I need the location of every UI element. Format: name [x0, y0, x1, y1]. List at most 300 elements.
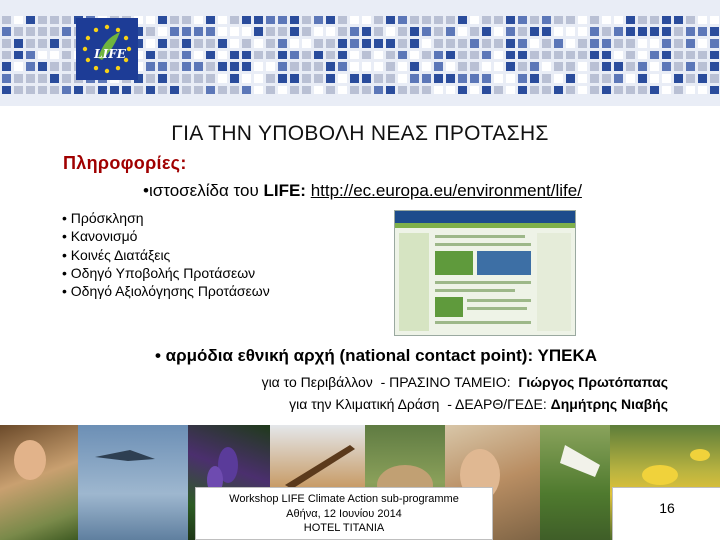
mosaic-tile: [266, 86, 275, 95]
mosaic-tile: [398, 74, 407, 83]
mosaic-tile: [446, 39, 455, 48]
mosaic-tile: [566, 27, 575, 36]
mosaic-tile: [698, 39, 707, 48]
mosaic-tile: [2, 51, 11, 60]
mosaic-tile: [422, 39, 431, 48]
mosaic-tile: [110, 86, 119, 95]
footer-line: Workshop LIFE Climate Action sub-programme: [229, 493, 459, 505]
mosaic-tile: [518, 27, 527, 36]
star-icon: [127, 47, 131, 51]
mosaic-tile: [338, 27, 347, 36]
mosaic-tile: [446, 27, 455, 36]
mosaic-tile: [338, 62, 347, 71]
mosaic-tile: [470, 16, 479, 25]
mosaic-tile: [254, 86, 263, 95]
mosaic-tile: [398, 51, 407, 60]
mosaic-tile: [446, 74, 455, 83]
mosaic-tile: [314, 27, 323, 36]
mosaic-tile: [314, 16, 323, 25]
mosaic-tile: [278, 51, 287, 60]
website-prefix: •ιστοσελίδα του: [143, 181, 264, 200]
mosaic-tile: [350, 86, 359, 95]
mosaic-tile: [374, 27, 383, 36]
mosaic-tile: [182, 51, 191, 60]
mosaic-tile: [710, 62, 719, 71]
mosaic-tile: [458, 51, 467, 60]
footer-caption: [195, 487, 493, 540]
mosaic-tile: [698, 16, 707, 25]
mosaic-tile: [410, 27, 419, 36]
mosaic-tile: [50, 62, 59, 71]
page-number-box: [612, 487, 720, 540]
mosaic-tile: [98, 86, 107, 95]
mosaic-tile: [578, 39, 587, 48]
mosaic-tile: [662, 86, 671, 95]
mosaic-tile: [314, 39, 323, 48]
mosaic-tile: [158, 27, 167, 36]
mosaic-tile: [266, 51, 275, 60]
mosaic-tile: [398, 27, 407, 36]
mosaic-tile: [62, 27, 71, 36]
mosaic-tile: [614, 27, 623, 36]
svg-text:LIFE: LIFE: [94, 47, 126, 61]
list-item: • Κανονισμό: [62, 228, 138, 245]
mosaic-tile: [290, 16, 299, 25]
mosaic-tile: [326, 86, 335, 95]
mosaic-tile: [86, 86, 95, 95]
mosaic-tile: [278, 16, 287, 25]
mosaic-tile: [494, 27, 503, 36]
mosaic-tile: [530, 39, 539, 48]
mosaic-tile: [374, 74, 383, 83]
mosaic-tile: [698, 74, 707, 83]
mosaic-tile: [650, 86, 659, 95]
mosaic-tile: [374, 62, 383, 71]
mosaic-tile: [602, 86, 611, 95]
mosaic-tile: [614, 51, 623, 60]
mosaic-tile: [470, 51, 479, 60]
mosaic-tile: [554, 74, 563, 83]
mosaic-tile: [26, 27, 35, 36]
mosaic-tile: [530, 62, 539, 71]
star-icon: [94, 28, 98, 32]
mosaic-tile: [302, 74, 311, 83]
mosaic-tile: [458, 27, 467, 36]
mosaic-tile: [386, 62, 395, 71]
mosaic-tile: [566, 51, 575, 60]
mosaic-tile: [230, 51, 239, 60]
mosaic-tile: [434, 16, 443, 25]
mosaic-tile: [14, 86, 23, 95]
mosaic-tile: [398, 86, 407, 95]
mosaic-tile: [470, 74, 479, 83]
life-logo: [76, 18, 138, 80]
mosaic-tile: [458, 74, 467, 83]
mosaic-tile: [650, 39, 659, 48]
mosaic-tile: [338, 86, 347, 95]
mosaic-tile: [362, 62, 371, 71]
slide-title: ΓΙΑ ΤΗΝ ΥΠΟΒΟΛΗ ΝΕΑΣ ΠΡΟΤΑΣΗΣ: [171, 122, 549, 145]
mosaic-tile: [74, 86, 83, 95]
mosaic-tile: [542, 16, 551, 25]
mosaic-tile: [506, 16, 515, 25]
mosaic-tile: [482, 62, 491, 71]
mosaic-tile: [2, 62, 11, 71]
mosaic-tile: [50, 16, 59, 25]
mosaic-tile: [206, 39, 215, 48]
mosaic-tile: [278, 74, 287, 83]
mosaic-tile: [614, 62, 623, 71]
mosaic-tile: [674, 16, 683, 25]
mosaic-tile: [14, 51, 23, 60]
info-heading: Πληροφορίες:: [63, 153, 187, 173]
mosaic-tile: [482, 51, 491, 60]
mosaic-tile: [422, 16, 431, 25]
mosaic-tile: [386, 86, 395, 95]
authority-label: για την Κλιματική Δράση - ΔΕΑΡΘ/ΓΕΔΕ:: [289, 396, 551, 412]
list-item: • Κοινές Διατάξεις: [62, 246, 171, 263]
mosaic-tile: [458, 16, 467, 25]
mosaic-tile: [194, 62, 203, 71]
mosaic-tile: [410, 74, 419, 83]
mosaic-tile: [554, 86, 563, 95]
mosaic-tile: [410, 86, 419, 95]
mosaic-tile: [218, 62, 227, 71]
mosaic-tile: [254, 62, 263, 71]
mosaic-tile: [494, 62, 503, 71]
mosaic-tile: [158, 39, 167, 48]
mosaic-tile: [62, 16, 71, 25]
mosaic-tile: [554, 51, 563, 60]
mosaic-tile: [218, 86, 227, 95]
star-icon: [86, 58, 90, 62]
mosaic-tile: [686, 39, 695, 48]
mosaic-tile: [290, 27, 299, 36]
mosaic-tile: [242, 86, 251, 95]
mosaic-tile: [182, 62, 191, 71]
mosaic-tile: [542, 62, 551, 71]
mosaic-tile: [590, 62, 599, 71]
mosaic-tile: [530, 16, 539, 25]
mosaic-tile: [698, 62, 707, 71]
mosaic-tile: [566, 39, 575, 48]
mosaic-tile: [554, 62, 563, 71]
mosaic-tile: [206, 16, 215, 25]
mosaic-tile: [206, 62, 215, 71]
mosaic-tile: [194, 51, 203, 60]
mosaic-tile: [50, 74, 59, 83]
mosaic-tile: [26, 62, 35, 71]
mosaic-tile: [194, 86, 203, 95]
mosaic-tile: [38, 27, 47, 36]
mosaic-tile: [230, 86, 239, 95]
mosaic-tile: [662, 74, 671, 83]
mosaic-tile: [698, 86, 707, 95]
mosaic-tile: [2, 74, 11, 83]
mosaic-tile: [254, 74, 263, 83]
mosaic-tile: [386, 16, 395, 25]
mosaic-tile: [158, 74, 167, 83]
mosaic-tile: [566, 86, 575, 95]
mosaic-tile: [182, 39, 191, 48]
mosaic-tile: [314, 74, 323, 83]
mosaic-tile: [542, 86, 551, 95]
mosaic-tile: [386, 39, 395, 48]
authority-climate: [289, 396, 668, 412]
mosaic-tile: [506, 27, 515, 36]
mosaic-tile: [686, 74, 695, 83]
mosaic-tile: [542, 74, 551, 83]
mosaic-tile: [710, 86, 719, 95]
mosaic-tile: [146, 74, 155, 83]
mosaic-tile: [446, 62, 455, 71]
mosaic-tile: [254, 51, 263, 60]
mosaic-tile: [146, 39, 155, 48]
mosaic-tile: [206, 51, 215, 60]
mosaic-tile: [398, 39, 407, 48]
mosaic-tile: [2, 16, 11, 25]
mosaic-tile: [506, 74, 515, 83]
mosaic-tile: [674, 62, 683, 71]
mosaic-tile: [218, 16, 227, 25]
mosaic-tile: [158, 16, 167, 25]
mosaic-tile: [626, 27, 635, 36]
mosaic-tile: [338, 74, 347, 83]
mosaic-tile: [542, 51, 551, 60]
mosaic-tile: [218, 51, 227, 60]
mosaic-tile: [458, 39, 467, 48]
mosaic-tile: [242, 74, 251, 83]
mosaic-tile: [626, 16, 635, 25]
mosaic-tile: [338, 51, 347, 60]
mosaic-tile: [638, 39, 647, 48]
mosaic-tile: [470, 39, 479, 48]
mosaic-tile: [62, 51, 71, 60]
mosaic-tile: [530, 51, 539, 60]
mosaic-tile: [386, 74, 395, 83]
mosaic-tile: [518, 16, 527, 25]
mosaic-tile: [518, 74, 527, 83]
mosaic-tile: [302, 39, 311, 48]
mosaic-tile: [14, 62, 23, 71]
mosaic-tile: [398, 16, 407, 25]
mosaic-tile: [494, 74, 503, 83]
header-banner: [0, 0, 720, 106]
mosaic-tile: [206, 74, 215, 83]
mosaic-tile: [386, 51, 395, 60]
mosaic-tile: [422, 74, 431, 83]
mosaic-tile: [266, 27, 275, 36]
mosaic-tile: [134, 86, 143, 95]
mosaic-tile: [158, 51, 167, 60]
mosaic-tile: [674, 51, 683, 60]
mosaic-tile: [578, 16, 587, 25]
mosaic-tile: [482, 16, 491, 25]
mosaic-tile: [482, 27, 491, 36]
mosaic-tile: [206, 27, 215, 36]
authority-person: Γιώργος Πρωτόπαπας: [518, 374, 668, 390]
mosaic-tile: [194, 27, 203, 36]
mosaic-tile: [410, 51, 419, 60]
mosaic-tile: [62, 39, 71, 48]
mosaic-tile: [26, 86, 35, 95]
mosaic-tile: [470, 86, 479, 95]
mosaic-tile: [506, 39, 515, 48]
mosaic-tile: [38, 16, 47, 25]
mosaic-tile: [506, 86, 515, 95]
footer-line: Αθήνα, 12 Ιουνίου 2014: [286, 507, 402, 520]
mosaic-tile: [470, 62, 479, 71]
mosaic-tile: [578, 27, 587, 36]
mosaic-tile: [170, 16, 179, 25]
mosaic-tile: [434, 86, 443, 95]
mosaic-tile: [494, 16, 503, 25]
mosaic-tile: [602, 39, 611, 48]
mosaic-tile: [350, 27, 359, 36]
mosaic-tile: [578, 74, 587, 83]
mosaic-tile: [230, 16, 239, 25]
mosaic-tile: [350, 51, 359, 60]
mosaic-tile: [650, 74, 659, 83]
mosaic-tile: [650, 62, 659, 71]
mosaic-tile: [374, 86, 383, 95]
mosaic-tile: [326, 39, 335, 48]
mosaic-tile: [182, 16, 191, 25]
mosaic-tile: [626, 51, 635, 60]
mosaic-tile: [254, 27, 263, 36]
mosaic-tile: [674, 86, 683, 95]
mosaic-tile: [518, 39, 527, 48]
mosaic-tile: [614, 74, 623, 83]
mosaic-tile: [434, 39, 443, 48]
documents-list: [62, 209, 270, 300]
website-screenshot: [394, 210, 576, 336]
mosaic-tile: [38, 62, 47, 71]
mosaic-tile: [602, 27, 611, 36]
mosaic-tile: [710, 74, 719, 83]
mosaic-tile: [254, 39, 263, 48]
mosaic-tile: [302, 62, 311, 71]
mosaic-tile: [686, 27, 695, 36]
mosaic-tile: [578, 86, 587, 95]
list-item: • Πρόσκληση: [62, 210, 144, 226]
star-icon: [94, 66, 98, 70]
footer-line: HOTEL TITANIA: [303, 522, 385, 534]
mosaic-tile: [194, 39, 203, 48]
mosaic-tile: [362, 86, 371, 95]
mosaic-tile: [542, 27, 551, 36]
mosaic-tile: [38, 74, 47, 83]
mosaic-tile: [302, 86, 311, 95]
mosaic-tile: [602, 51, 611, 60]
mosaic-tile: [686, 51, 695, 60]
mosaic-tile: [698, 51, 707, 60]
mosaic-tile: [278, 27, 287, 36]
mosaic-tile: [266, 16, 275, 25]
mosaic-tile: [362, 39, 371, 48]
mosaic-tile: [338, 16, 347, 25]
mosaic-tile: [674, 27, 683, 36]
mosaic-tile: [182, 27, 191, 36]
mosaic-tile: [290, 51, 299, 60]
mosaic-tile: [230, 62, 239, 71]
mosaic-tile: [386, 27, 395, 36]
mosaic-tile: [326, 74, 335, 83]
mosaic-tile: [2, 39, 11, 48]
mosaic-tile: [662, 16, 671, 25]
mosaic-tile: [14, 39, 23, 48]
mosaic-tile: [182, 86, 191, 95]
mosaic-tile: [410, 16, 419, 25]
mosaic-tile: [38, 86, 47, 95]
mosaic-tile: [590, 74, 599, 83]
mosaic-tile: [146, 62, 155, 71]
mosaic-tile: [146, 51, 155, 60]
mosaic-tile: [266, 39, 275, 48]
mosaic-tile: [314, 62, 323, 71]
mosaic-tile: [518, 86, 527, 95]
mosaic-tile: [422, 27, 431, 36]
mosaic-tile: [626, 86, 635, 95]
authority-environment: [262, 374, 668, 390]
mosaic-tile: [674, 74, 683, 83]
mosaic-tile: [2, 86, 11, 95]
mosaic-tile: [302, 16, 311, 25]
mosaic-tile: [410, 39, 419, 48]
mosaic-tile: [290, 39, 299, 48]
mosaic-tile: [218, 39, 227, 48]
mosaic-tile: [710, 16, 719, 25]
mosaic-tile: [626, 74, 635, 83]
mosaic-tile: [26, 16, 35, 25]
mosaic-tile: [350, 74, 359, 83]
mosaic-tile: [638, 27, 647, 36]
mosaic-tile: [170, 62, 179, 71]
mosaic-tile: [326, 51, 335, 60]
mosaic-tile: [650, 51, 659, 60]
mosaic-tile: [182, 74, 191, 83]
mosaic-tile: [38, 51, 47, 60]
mosaic-tile: [686, 62, 695, 71]
mosaic-tile: [446, 16, 455, 25]
mosaic-tile: [302, 51, 311, 60]
mosaic-tile: [374, 39, 383, 48]
mosaic-tile: [374, 51, 383, 60]
mosaic-tile: [254, 16, 263, 25]
mosaic-tile: [194, 16, 203, 25]
mosaic-tile: [350, 62, 359, 71]
mosaic-tile: [626, 39, 635, 48]
mosaic-tile: [518, 51, 527, 60]
mosaic-tile: [122, 86, 131, 95]
mosaic-tile: [50, 39, 59, 48]
mosaic-tile: [566, 74, 575, 83]
mosaic-tile: [326, 62, 335, 71]
mosaic-tile: [506, 51, 515, 60]
mosaic-tile: [638, 62, 647, 71]
mosaic-tile: [590, 51, 599, 60]
mosaic-tile: [266, 62, 275, 71]
star-icon: [105, 25, 109, 29]
website-label: LIFE:: [263, 181, 306, 200]
mosaic-tile: [626, 62, 635, 71]
website-line: [143, 181, 582, 201]
mosaic-tile: [686, 86, 695, 95]
mosaic-tile: [410, 62, 419, 71]
mosaic-tile: [674, 39, 683, 48]
mosaic-tile: [482, 39, 491, 48]
website-link[interactable]: http://ec.europa.eu/environment/life/: [310, 181, 582, 200]
